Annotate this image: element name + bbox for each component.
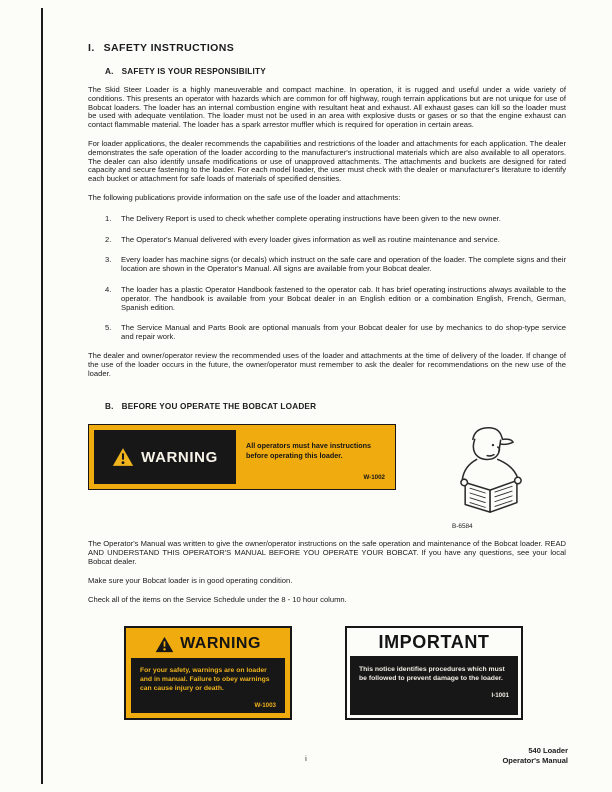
list-item-number: 2. [105,234,112,244]
section-a-title: SAFETY IS YOUR RESPONSIBILITY [121,67,266,76]
section-b-paragraph-1: The Operator's Manual was written to give the owner/operator instructions on the safe operation and maintenance of the Bobcat loader. READ AND UNDERSTAND THIS OPERATOR'S MANUAL BEFORE YOU OPERATE YOUR BOBCAT. If you have any questions, see your local Bobcat dealer. [88,539,566,566]
illustration-code: B-6584 [452,523,473,531]
list-item [105,286,566,312]
bottom-decals-row [124,626,566,720]
decal-code: W-1003 [254,702,276,710]
warning-message: All operators must have instructions before operating this loader. [246,441,372,460]
section-b-paragraph-2: Make sure your Bobcat loader is in good operating condition. [88,575,293,585]
warning-decal-black-panel [94,430,236,484]
list-item-number: 1. [105,213,112,223]
warning-decal-body [131,658,285,713]
publications-list-intro: The following publications provide information on the safe use of the loader and attachments: [88,192,401,202]
page-content [88,42,566,720]
list-item-text: Every loader has machine signs (or decals) which instruct on the safe care and operation of the loader. The complete signs and their location are shown in the Operator's Manual. All signs are available from your Bobcat dealer. [121,255,566,274]
important-word: IMPORTANT [378,632,490,653]
section-a-paragraph-3: The dealer and owner/operator review the recommended uses of the loader and attachments at the time of delivery of the loader. If change of the use of the loader occurs in the future, the owner/operator must remember to ask the dealer for recommendations on the new use of the loader. [88,350,566,378]
warning-decal-w1002 [88,424,396,490]
warning-triangle-icon [155,636,174,653]
warning-word: WARNING [180,635,261,653]
publications-list [105,215,566,342]
document-id-line2: Operator's Manual [502,756,568,765]
decal-code: W-1002 [363,474,385,482]
list-item [105,215,566,224]
title-text: SAFETY INSTRUCTIONS [103,42,235,54]
section-a-paragraph-2: For loader applications, the dealer recommends the capabilities and restrictions of the loader and attachments for each application. The dealer demonstrates the safe operation of the loader according to the manufacturer's instructional materials which are also available to all operators. The dealer can also identify unsafe modifications or use of unapproved attachments. The attachments and buckets are designed for rated capacity and secure fastening to the loader. For each model loader, the user must check with the dealer or manufacturer's literature to identify each bucket or attachment for safe loads of materials of specified densities. [88,138,566,184]
section-b-paragraph-3: Check all of the items on the Service Schedule under the 8 - 10 hour column. [88,594,347,604]
list-item-text: The Operator's Manual delivered with every loader gives information as well as routine maintenance and service. [121,234,500,244]
warning-message: For your safety, warnings are on loader and in manual. Failure to obey warnings can cause injury or death. [140,667,270,693]
section-b-letter: B. [105,402,114,412]
warning-decal-w1003 [124,626,292,720]
list-item-text: The Service Manual and Parts Book are optional manuals from your Bobcat dealer for use by mechanics to do shop-type service and repair work. [121,323,566,342]
warning-message-area [236,430,390,484]
list-item-text: The Delivery Report is used to check whether complete operating instructions have been given to the new owner. [121,213,501,223]
important-decal-i1001 [345,626,523,720]
list-item [105,324,566,342]
section-a-letter: A. [105,67,114,76]
section-a-heading [105,67,566,76]
section-a-paragraph-1: The Skid Steer Loader is a highly maneuverable and compact machine. In operation, it is rugged and useful under a wide variety of conditions. This presents an operator with hazards which are common for off highway, rough terrain applications but are not unique for use of Bobcat loaders. The loader has an internal combustion engine with resultant heat and exhaust. All exhaust gases can kill so the loader must be used with adequate ventilation. The loader must not be used in an area with explosive dusts or gases or so that the engine exhaust can contact flammable material. The loader has a spark arrestor muffler which is required for operation in certain areas. [88,85,566,130]
warning-decal-header [131,632,285,658]
operator-reading-manual-illustration [436,424,548,516]
list-item-text: The loader has a plastic Operator Handbook fastened to the operator cab. It has brief operating instructions always available to the operator. The handbook is available from your Bobcat dealer in an English edition or a combination English, French, German, Spanish edition. [121,284,566,312]
page-binding-rule [41,8,43,784]
important-decal-body [350,656,518,715]
document-id-line1: 540 Loader [528,746,568,755]
illustration-block [436,424,548,530]
list-item-number: 4. [105,284,112,294]
list-item [105,256,566,274]
title-number: I. [88,42,95,54]
important-message: This notice identifies procedures which must be followed to prevent damage to the loader. [359,666,505,683]
warning-and-illustration-row [88,424,566,530]
list-item-number: 5. [105,323,112,333]
list-item [105,236,566,245]
warning-triangle-icon [112,447,134,467]
page-number: i [305,754,307,763]
list-item-number: 3. [105,255,112,265]
section-b-heading [105,402,566,411]
section-b-title: BEFORE YOU OPERATE THE BOBCAT LOADER [121,402,317,412]
decal-code: I-1001 [491,692,509,700]
document-id [502,746,568,766]
warning-word: WARNING [141,448,218,466]
page-title [88,42,566,54]
